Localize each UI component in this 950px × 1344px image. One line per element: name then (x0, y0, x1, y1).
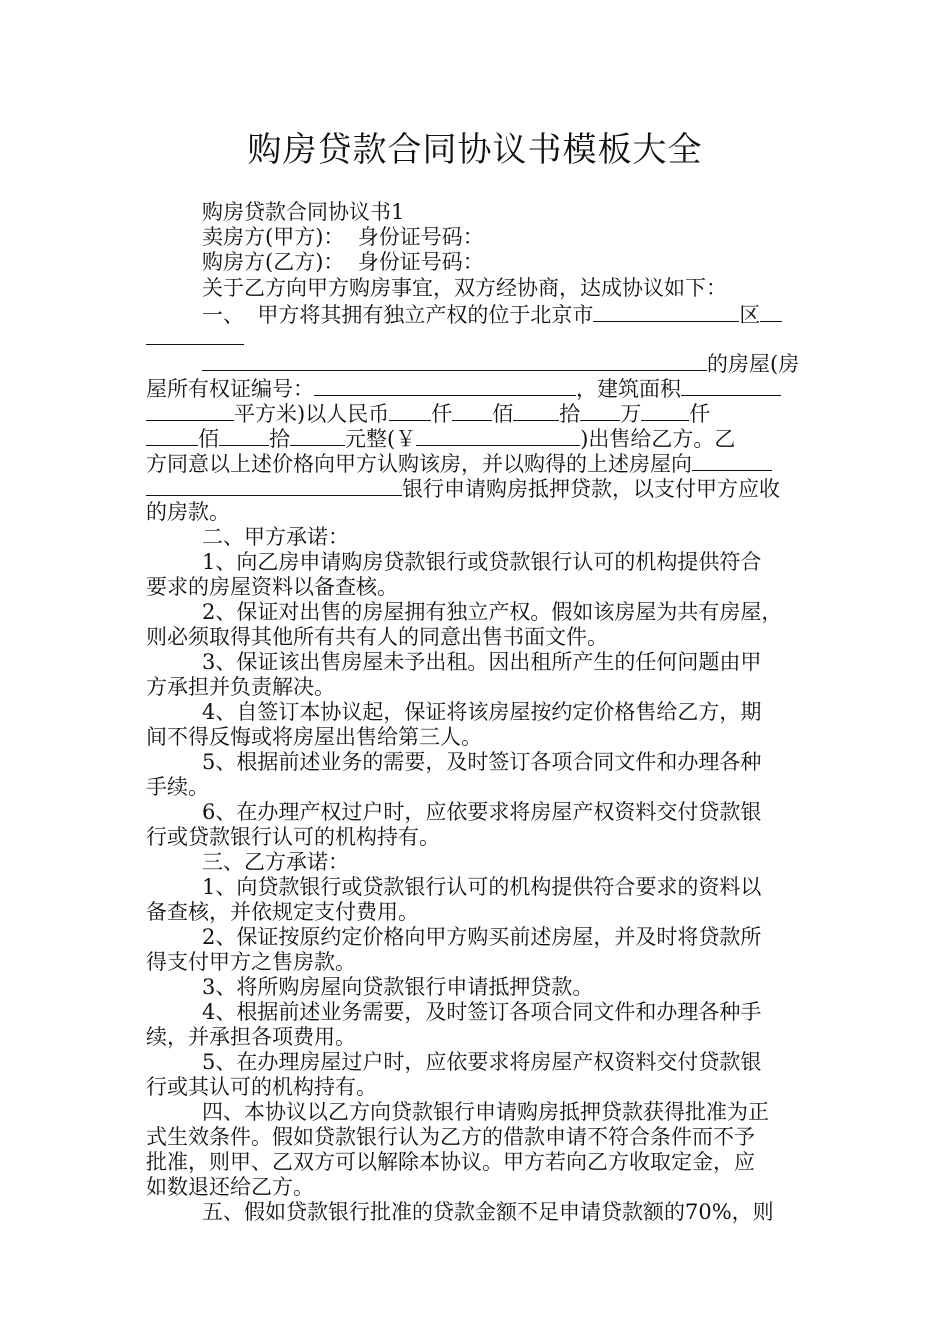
text-segment: 二、甲方承诺： (202, 525, 349, 549)
document-title: 购房贷款合同协议书模板大全 (247, 130, 703, 170)
paragraph-line (202, 1050, 761, 1074)
text-segment: 要求的房屋资料以备查核。 (146, 575, 398, 599)
paragraph-line (146, 950, 356, 974)
text-segment: 购房贷款合同协议书1 (202, 200, 405, 224)
text-segment: 佰 (198, 427, 219, 451)
fill-in-blank (314, 375, 576, 396)
text-segment: 备查核，并依规定支付费用。 (146, 900, 419, 924)
text-segment: 三、乙方承诺： (202, 850, 349, 874)
text-segment: 区 (739, 303, 761, 327)
fill-in-blank (146, 400, 234, 421)
paragraph-line (146, 500, 230, 524)
fill-in-blank (641, 400, 689, 421)
paragraph-line (146, 725, 482, 749)
text-segment: 手续。 (146, 775, 209, 799)
paragraph-line (146, 400, 710, 426)
paragraph-line (202, 301, 782, 327)
paragraph-line (202, 276, 727, 300)
paragraph-line (202, 525, 349, 549)
fill-in-blank (593, 301, 739, 322)
fill-in-blank (513, 400, 559, 421)
text-segment: 佰 (492, 402, 514, 426)
text-segment: 得支付甲方之售房款。 (146, 950, 356, 974)
paragraph-line (146, 1175, 314, 1199)
paragraph-line (146, 625, 608, 649)
fill-in-blank (692, 450, 772, 471)
text-segment: 五、假如贷款银行批准的贷款金额不足申请贷款额的70%，则 (202, 1200, 774, 1224)
fill-in-blank (681, 375, 781, 396)
paragraph-line (146, 1025, 356, 1049)
text-segment: 行或贷款银行认可的机构持有。 (146, 825, 440, 849)
paragraph-line (146, 475, 780, 501)
text-segment: 2、保证按原约定价格向甲方购买前述房屋，并及时将贷款所 (202, 925, 762, 949)
paragraph-line (146, 825, 440, 849)
paragraph-line (202, 1000, 761, 1024)
fill-in-blank (580, 400, 620, 421)
text-segment: 2、保证对出售的房屋拥有独立产权。假如该房屋为共有房屋， (202, 600, 783, 624)
text-segment: 3、将所购房屋向贷款银行申请抵押贷款。 (202, 975, 594, 999)
text-segment: 元整(￥ (345, 427, 417, 451)
fill-in-blank (452, 400, 492, 421)
text-segment: 仟 (431, 402, 453, 426)
text-segment: 四、本协议以乙方向贷款银行申请购房抵押贷款获得批准为正 (202, 1100, 769, 1124)
text-segment: 批准，则甲、乙双方可以解除本协议。甲方若向乙方收取定金，应 (146, 1150, 755, 1174)
paragraph-line (146, 575, 398, 599)
text-segment: 平方米)以人民币 (234, 402, 390, 426)
text-segment: 万 (620, 402, 642, 426)
fill-in-blank (219, 425, 269, 446)
text-segment: 5、根据前述业务的需要，及时签订各项合同文件和办理各种 (202, 750, 762, 774)
fill-in-blank (416, 425, 580, 446)
text-segment: 购房方(乙方)： 身份证号码： (202, 250, 484, 274)
text-segment: )出售给乙方。乙 (580, 427, 736, 451)
text-segment: 5、在办理房屋过户时，应依要求将房屋产权资料交付贷款银 (202, 1050, 762, 1074)
paragraph-line (202, 200, 404, 224)
text-segment: 3、保证该出售房屋未予出租。因出租所产生的任何问题由甲 (202, 650, 762, 674)
paragraph-line (202, 700, 761, 724)
paragraph-line (202, 1100, 769, 1124)
paragraph-line (202, 850, 349, 874)
paragraph-line (202, 350, 799, 376)
text-segment: 式生效条件。假如贷款银行认为乙方的借款申请不符合条件而不予 (146, 1125, 755, 1149)
paragraph-line (146, 675, 335, 699)
fill-in-blank (760, 301, 782, 322)
text-segment: 银行申请购房抵押贷款，以支付甲方应收 (402, 477, 780, 501)
text-segment: 一、 甲方将其拥有独立产权的位于北京市 (202, 303, 594, 327)
text-segment: 方同意以上述价格向甲方认购该房，并以购得的上述房屋向 (146, 452, 692, 476)
text-segment: 1、向贷款银行或贷款银行认可的机构提供符合要求的资料以 (202, 875, 762, 899)
paragraph-line (146, 375, 781, 401)
text-segment: 方承担并负责解决。 (146, 675, 335, 699)
fill-in-blank (389, 400, 431, 421)
paragraph-line (202, 550, 761, 574)
text-segment: 卖房方(甲方)： 身份证号码： (202, 225, 484, 249)
paragraph-line (146, 775, 209, 799)
paragraph-line (202, 650, 761, 674)
paragraph-line (202, 600, 782, 624)
text-segment: 仟 (689, 402, 711, 426)
text-segment: 间不得反悔或将房屋出售给第三人。 (146, 725, 482, 749)
paragraph-line (146, 425, 735, 451)
paragraph-line (202, 800, 761, 824)
paragraph-line (202, 1200, 774, 1224)
text-segment: 1、向乙房申请购房贷款银行或贷款银行认可的机构提供符合 (202, 550, 762, 574)
text-segment: 的房屋(房 (707, 352, 800, 376)
text-segment: 的房款。 (146, 500, 230, 524)
text-segment: 拾 (269, 427, 290, 451)
text-segment: 行或其认可的机构持有。 (146, 1075, 377, 1099)
paragraph-line (146, 900, 419, 924)
fill-in-blank (146, 475, 402, 496)
text-segment: 如数退还给乙方。 (146, 1175, 314, 1199)
paragraph-line (202, 750, 761, 774)
text-segment: 4、根据前述业务需要，及时签订各项合同文件和办理各种手 (202, 1000, 762, 1024)
paragraph-line (146, 324, 244, 350)
paragraph-line (202, 225, 484, 249)
paragraph-line (202, 975, 593, 999)
text-segment: ，建筑面积 (576, 377, 681, 401)
text-segment: 则必须取得其他所有共有人的同意出售书面文件。 (146, 625, 608, 649)
text-segment: 拾 (559, 402, 581, 426)
text-segment: 续，并承担各项费用。 (146, 1025, 356, 1049)
paragraph-line (146, 1125, 755, 1149)
paragraph-line (202, 250, 484, 274)
paragraph-line (202, 875, 761, 899)
fill-in-blank (290, 425, 345, 446)
text-segment: 关于乙方向甲方购房事宜，双方经协商，达成协议如下： (202, 276, 727, 300)
text-segment: 6、在办理产权过户时，应依要求将房屋产权资料交付贷款银 (202, 800, 762, 824)
text-segment: 屋所有权证编号： (146, 377, 314, 401)
paragraph-line (202, 925, 761, 949)
fill-in-blank (146, 425, 198, 446)
fill-in-blank (146, 324, 244, 345)
paragraph-line (146, 450, 772, 476)
paragraph-line (146, 1150, 755, 1174)
text-segment: 4、自签订本协议起，保证将该房屋按约定价格售给乙方，期 (202, 700, 762, 724)
paragraph-line (146, 1075, 377, 1099)
fill-in-blank (202, 350, 707, 371)
